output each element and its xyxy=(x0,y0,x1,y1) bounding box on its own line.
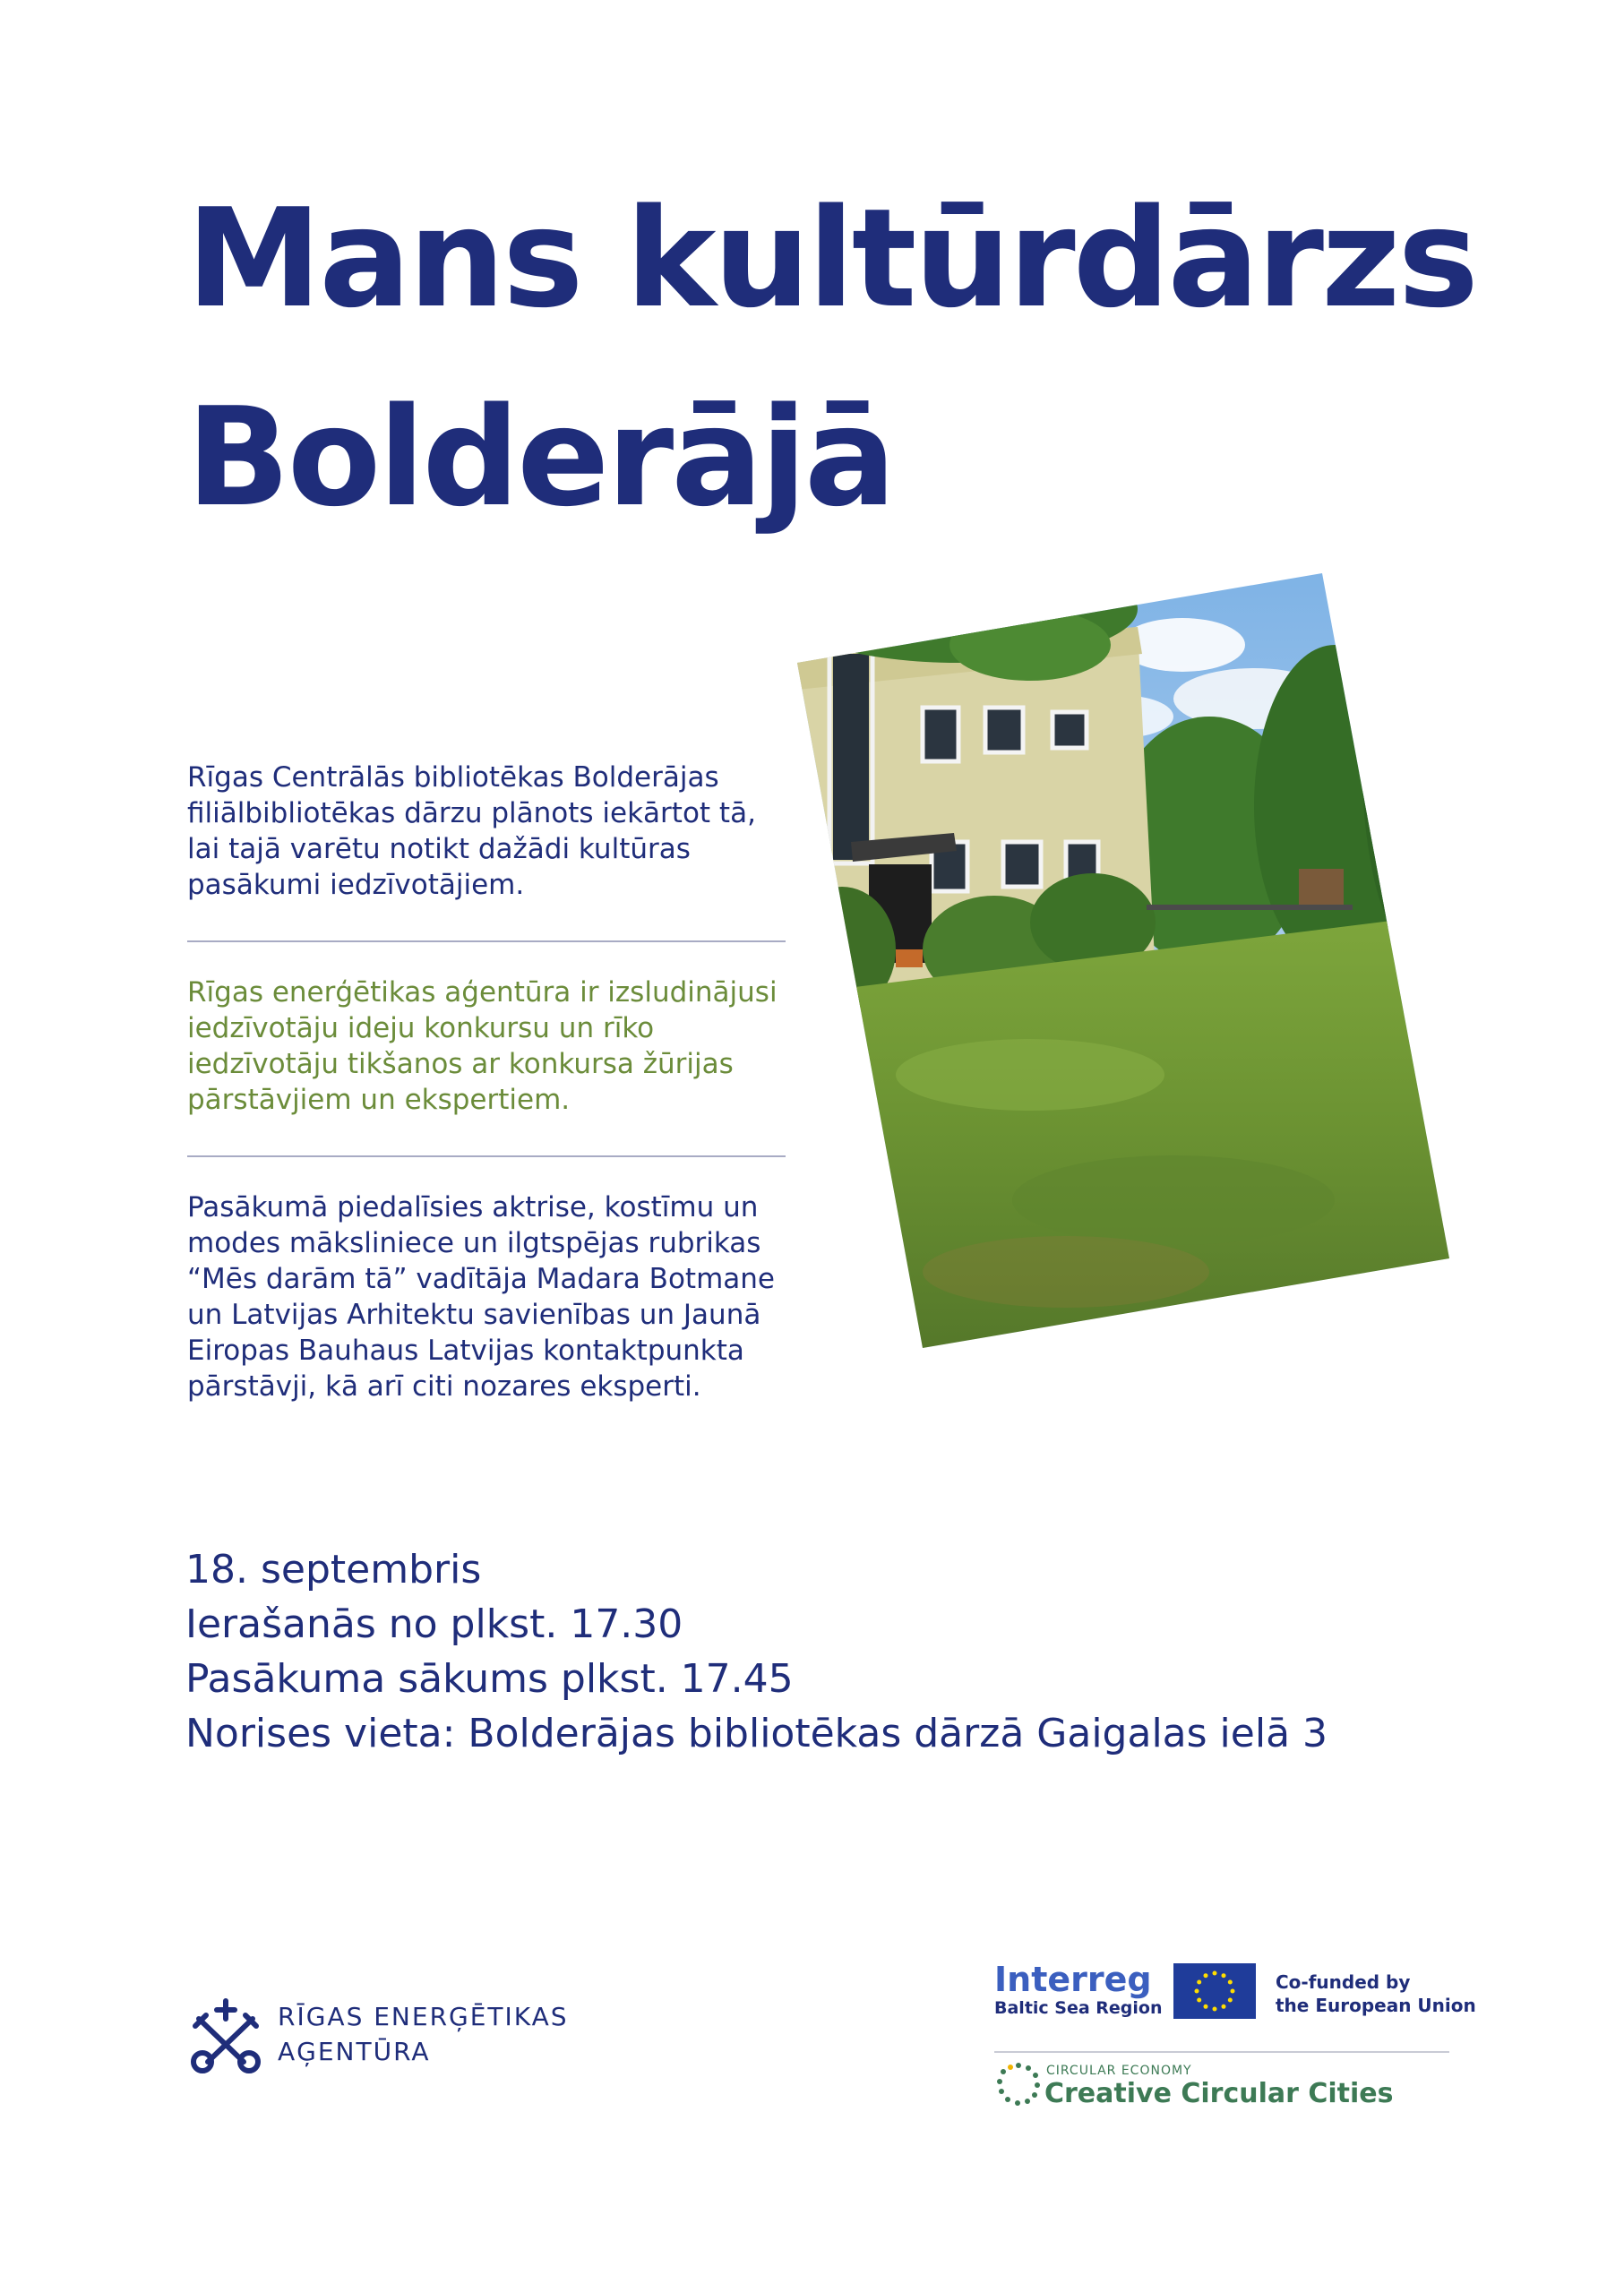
library-garden-photo xyxy=(797,573,1449,1348)
rea-logo xyxy=(186,1996,580,2076)
text-line: Rīgas enerģētikas aģentūra ir izsludinājusi xyxy=(187,976,778,1009)
interreg-sub: Baltic Sea Region xyxy=(994,1998,1163,2018)
rea-name xyxy=(278,1999,569,2069)
event-date: 18. septembris xyxy=(185,1547,482,1592)
text-line: iedzīvotāju ideju konkursu un rīko xyxy=(187,1012,655,1044)
eu-line-1: Co-funded by xyxy=(1276,1971,1411,1993)
ccc-tagline: CIRCULAR ECONOMY xyxy=(1046,2064,1192,2078)
eu-cofunded-text xyxy=(1276,1970,1476,2017)
title-line-1: Mans kultūrdārzs xyxy=(186,179,1476,338)
divider xyxy=(187,1155,786,1157)
divider xyxy=(187,940,786,942)
event-start: Pasākuma sākums plkst. 17.45 xyxy=(185,1656,794,1702)
event-arrival: Ierašanās no plkst. 17.30 xyxy=(185,1601,683,1647)
contest-paragraph xyxy=(187,974,796,1118)
text-line: “Mēs darām tā” vadītāja Madara Botmane xyxy=(187,1263,775,1295)
participants-paragraph xyxy=(187,1189,796,1404)
eu-line-2: the European Union xyxy=(1276,1995,1476,2016)
circular-dots-icon xyxy=(994,2060,1043,2108)
interreg-name: Interreg xyxy=(994,1960,1152,1999)
text-line: un Latvijas Arhitektu savienības un Jaunā xyxy=(187,1299,761,1331)
text-line: pasākumi iedzīvotājiem. xyxy=(187,869,525,901)
text-line: iedzīvotāju tikšanos ar konkursa žūrijas xyxy=(187,1048,734,1080)
ccc-name: Creative Circular Cities xyxy=(1044,2078,1394,2109)
rea-line-2: AĢENTŪRA xyxy=(278,2037,431,2066)
text-line: pārstāvji, kā arī citi nozares eksperti. xyxy=(187,1370,701,1403)
text-line: filiālbibliotēkas dārzu plānots iekārtot tā, xyxy=(187,797,756,829)
text-line: Eiropas Bauhaus Latvijas kontaktpunkta xyxy=(187,1335,744,1367)
interreg-logo xyxy=(994,1962,1163,2019)
eu-flag-icon xyxy=(1173,1963,1256,2019)
text-line: pārstāvjiem un ekspertiem. xyxy=(187,1084,571,1116)
title-line-2: Bolderājā xyxy=(186,378,894,537)
text-line: Pasākumā piedalīsies aktrise, kostīmu un xyxy=(187,1191,759,1223)
poster-title xyxy=(186,159,1530,557)
text-line: Rīgas Centrālās bibliotēkas Bolderājas xyxy=(187,761,719,794)
text-line: modes māksliniece un ilgtspējas rubrikas xyxy=(187,1227,761,1259)
rea-line-1: RĪGAS ENERĢĒTIKAS xyxy=(278,2002,569,2031)
riga-keys-icon xyxy=(186,1996,265,2074)
intro-paragraph xyxy=(187,760,796,903)
event-venue: Norises vieta: Bolderājas bibliotēkas dārzā Gaigalas ielā 3 xyxy=(185,1711,1328,1756)
logo-divider xyxy=(994,2051,1449,2053)
event-details xyxy=(185,1542,1574,1761)
text-line: lai tajā varētu notikt dažādi kultūras xyxy=(187,833,691,865)
